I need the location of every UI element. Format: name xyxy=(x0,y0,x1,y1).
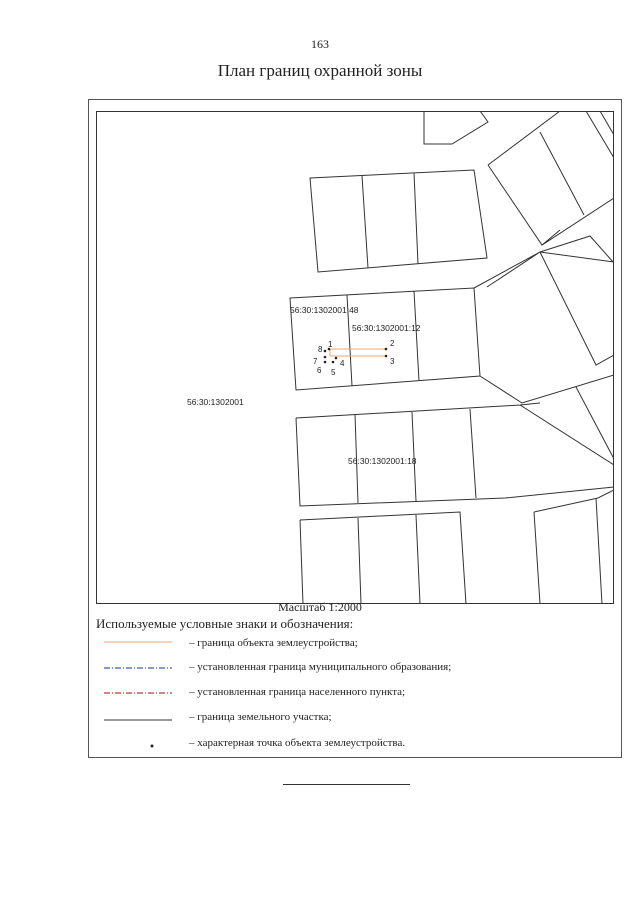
parcel-bottom-row xyxy=(300,490,614,604)
point-4 xyxy=(335,357,338,360)
label-parcel-48: 56:30:1302001:48 xyxy=(290,305,359,315)
parcel-right-middle-block xyxy=(474,236,614,403)
legend-item-characteristic-point xyxy=(104,736,584,752)
label-parcel-18: 56:30:1302001:18 xyxy=(348,456,417,466)
legend-label: – характерная точка объекта землеустройства. xyxy=(189,737,406,749)
parcel-top-right-block xyxy=(488,111,614,245)
point-6 xyxy=(324,361,327,364)
legend-label: – установленная граница населенного пункта; xyxy=(189,686,406,698)
point-7 xyxy=(324,356,327,359)
label-parcel-12: 56:30:1302001:12 xyxy=(352,323,421,333)
point-label-8: 8 xyxy=(318,345,323,354)
point-label-1: 1 xyxy=(328,340,333,349)
bottom-rule xyxy=(283,784,410,785)
legend-item-municipal-boundary xyxy=(104,660,584,676)
point-2 xyxy=(385,348,388,351)
page-title: План границ охранной зоны xyxy=(217,61,423,80)
page-number: 163 xyxy=(311,37,329,51)
legend-item-object-boundary xyxy=(104,636,584,652)
legend-title: Используемые условные знаки и обозначения: xyxy=(96,616,354,631)
map-border xyxy=(97,112,614,604)
label-quarter: 56:30:1302001 xyxy=(187,397,244,407)
point-label-4: 4 xyxy=(340,359,345,368)
point-label-3: 3 xyxy=(390,357,395,366)
point-8 xyxy=(324,350,327,353)
point-5 xyxy=(332,361,335,364)
point-label-6: 6 xyxy=(317,366,322,375)
point-3 xyxy=(385,355,388,358)
parcel-upper-row xyxy=(310,170,487,272)
object-boundary xyxy=(330,349,386,356)
legend-item-settlement-boundary xyxy=(104,685,584,701)
point-label-2: 2 xyxy=(390,339,395,348)
legend-label: – установленная граница муниципального образования; xyxy=(189,661,452,673)
legend-item-parcel-boundary xyxy=(104,710,584,726)
point-label-5: 5 xyxy=(331,368,336,377)
scale-label: Масштаб 1:2000 xyxy=(278,600,362,614)
map-plan xyxy=(96,111,614,604)
legend-label: – граница объекта землеустройства; xyxy=(189,637,358,649)
parcel-top-notch xyxy=(424,111,488,144)
parcel-lower-row xyxy=(296,387,614,506)
point-label-7: 7 xyxy=(313,357,318,366)
legend-label: – граница земельного участка; xyxy=(189,711,332,723)
